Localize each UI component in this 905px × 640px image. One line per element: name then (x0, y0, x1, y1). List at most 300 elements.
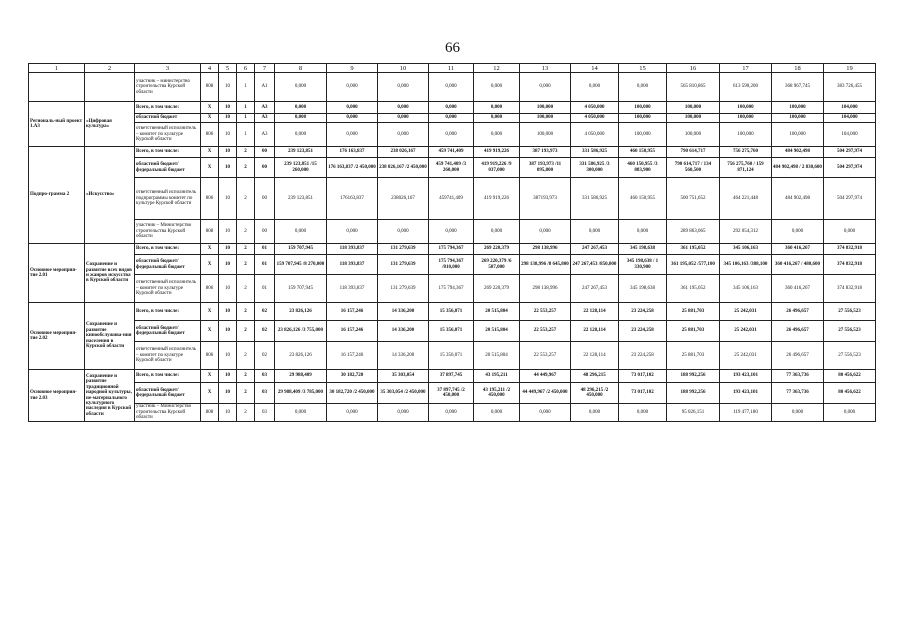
column-header: 16 (667, 64, 720, 73)
amount-cell: 0,000 (772, 220, 824, 244)
program-code-cell (29, 73, 85, 102)
program-code-cell: Основное мероприя-тие 2.01 (29, 244, 85, 303)
amount-cell: 159 707,945 /8 270,000 (275, 255, 327, 275)
amount-cell: 0,000 (619, 73, 667, 102)
amount-cell: 119 477,180 (720, 404, 772, 422)
amount-cell: 484 902,498 (772, 147, 824, 158)
amount-cell: 292 054,312 (720, 220, 772, 244)
amount-cell: 298 138,996 (520, 244, 571, 255)
table-row (29, 220, 876, 244)
code-cell: 2 (237, 147, 255, 158)
amount-cell: 0,000 (571, 73, 619, 102)
amount-cell: 790 614,717 / 134 560,500 (667, 158, 720, 178)
amount-cell: 73 017,102 (619, 370, 667, 383)
funding-source-cell: областной бюджет/ федеральный бюджет (135, 158, 201, 178)
amount-cell: 0,000 (275, 404, 327, 422)
amount-cell: 331 586,925 (571, 178, 619, 220)
table-row (29, 73, 876, 102)
amount-cell: 175 794,367 /810,000 (429, 255, 474, 275)
amount-cell: 460 150,955 (619, 147, 667, 158)
amount-cell: 100,000 (619, 102, 667, 114)
amount-cell: 756 275,760 / 159 871,124 (720, 158, 772, 178)
code-cell: X (201, 244, 219, 255)
amount-cell: 25 242,031 (720, 303, 772, 321)
program-name-cell: Сохранение и развитие кинообслужива-ния населения в Курской области (85, 303, 135, 370)
amount-cell: 565 810,865 (667, 73, 720, 102)
amount-cell: 100,000 (772, 114, 824, 123)
amount-cell: 459 741,409 /3 260,000 (429, 158, 474, 178)
funding-source-cell: Всего, в том числе: (135, 244, 201, 255)
amount-cell: 459741,409 (429, 178, 474, 220)
column-header: 19 (824, 64, 876, 73)
code-cell: 10 (219, 342, 237, 370)
amount-cell: 100,000 (619, 114, 667, 123)
amount-cell: 0,000 (275, 123, 327, 147)
code-cell: 2 (237, 244, 255, 255)
amount-cell: 23 224,258 (619, 303, 667, 321)
funding-source-cell: Всего, в том числе: (135, 102, 201, 114)
column-header: 13 (520, 64, 571, 73)
amount-cell: 0,000 (474, 220, 520, 244)
column-header: 5 (219, 64, 237, 73)
amount-cell: 100,000 (520, 102, 571, 114)
amount-cell: 374 832,918 (824, 244, 876, 255)
column-header: 7 (255, 64, 275, 73)
amount-cell: 4 050,000 (571, 123, 619, 147)
amount-cell: 25 881,703 (667, 342, 720, 370)
code-cell: 10 (219, 321, 237, 342)
amount-cell: 504 297,974 (824, 178, 876, 220)
amount-cell: 0,000 (520, 220, 571, 244)
amount-cell: 484 902,498 (772, 178, 824, 220)
code-cell: А1 (255, 73, 275, 102)
amount-cell: 104,000 (824, 114, 876, 123)
code-cell: 10 (219, 178, 237, 220)
amount-cell: 298 138,996 /8 645,800 (520, 255, 571, 275)
table-body (29, 64, 876, 422)
amount-cell: 73 017,102 (619, 383, 667, 404)
code-cell: 10 (219, 114, 237, 123)
code-cell: 02 (255, 342, 275, 370)
amount-cell: 269 220,379 (474, 275, 520, 303)
amount-cell: 0,000 (619, 404, 667, 422)
code-cell: X (201, 321, 219, 342)
amount-cell: 193 423,101 (720, 370, 772, 383)
code-cell: А3 (255, 123, 275, 147)
amount-cell: 387 193,973 /11 095,800 (520, 158, 571, 178)
code-cell: 808 (201, 220, 219, 244)
amount-cell: 16 157,246 (327, 321, 378, 342)
amount-cell: 0,000 (378, 102, 429, 114)
amount-cell: 0,000 (275, 73, 327, 102)
amount-cell: 419 919,226 (474, 178, 520, 220)
amount-cell: 0,000 (474, 73, 520, 102)
amount-cell: 25 242,031 (720, 342, 772, 370)
amount-cell: 20 515,804 (474, 303, 520, 321)
amount-cell: 188 992,256 (667, 383, 720, 404)
amount-cell: 37 897,745 (429, 370, 474, 383)
amount-cell: 43 195,211 (474, 370, 520, 383)
code-cell: 03 (255, 383, 275, 404)
amount-cell: 360 416,267 / 480,600 (772, 255, 824, 275)
amount-cell: 77 363,736 (772, 370, 824, 383)
code-cell: 10 (219, 220, 237, 244)
code-cell: X (201, 383, 219, 404)
amount-cell: 464 221,448 (720, 178, 772, 220)
amount-cell: 361 195,052 /577,100 (667, 255, 720, 275)
amount-cell: 460 150,955 /3 883,900 (619, 158, 667, 178)
amount-cell: 0,000 (378, 123, 429, 147)
amount-cell: 387 193,973 (520, 147, 571, 158)
code-cell: 02 (255, 321, 275, 342)
amount-cell: 27 556,523 (824, 321, 876, 342)
table-row (29, 178, 876, 220)
funding-source-cell: ответственный исполнитель подпрограммы комитет по культуре Курской области (135, 178, 201, 220)
column-header: 1 (29, 64, 85, 73)
amount-cell: 44 449,967 (520, 370, 571, 383)
funding-source-cell: областной бюджет/ федеральный бюджет (135, 321, 201, 342)
amount-cell: 0,000 (378, 73, 429, 102)
table-row (29, 370, 876, 383)
code-cell: X (201, 255, 219, 275)
amount-cell: 104,000 (824, 102, 876, 114)
column-header: 4 (201, 64, 219, 73)
code-cell: А3 (255, 114, 275, 123)
code-cell: 1 (237, 114, 255, 123)
code-cell: 2 (237, 321, 255, 342)
amount-cell: 0,000 (571, 404, 619, 422)
amount-cell: 331 586,925 /3 300,000 (571, 158, 619, 178)
amount-cell: 15 356,071 (429, 342, 474, 370)
amount-cell: 459 741,409 (429, 147, 474, 158)
amount-cell: 368 967,745 (772, 73, 824, 102)
amount-cell: 0,000 (571, 220, 619, 244)
amount-cell: 26 496,657 (772, 342, 824, 370)
amount-cell: 361 195,052 (667, 244, 720, 255)
amount-cell: 131 279,639 (378, 244, 429, 255)
amount-cell: 0,000 (520, 404, 571, 422)
amount-cell: 29 988,409 (275, 370, 327, 383)
amount-cell: 345 198,638 (619, 275, 667, 303)
code-cell: 00 (255, 158, 275, 178)
amount-cell: 613 590,200 (720, 73, 772, 102)
amount-cell: 100,000 (667, 123, 720, 147)
amount-cell: 239 123,851 /15 260,000 (275, 158, 327, 178)
code-cell: X (201, 303, 219, 321)
funding-source-cell: участник – министерство строительства Курской области (135, 73, 201, 102)
amount-cell: 175 794,367 (429, 275, 474, 303)
code-cell: 10 (219, 383, 237, 404)
amount-cell: 0,000 (327, 102, 378, 114)
amount-cell: 26 496,657 (772, 303, 824, 321)
code-cell: 806 (201, 178, 219, 220)
amount-cell: 269 220,379 (474, 244, 520, 255)
amount-cell: 4 050,000 (571, 114, 619, 123)
amount-cell: 345 106,163 (720, 244, 772, 255)
code-cell: 01 (255, 244, 275, 255)
amount-cell: 790 614,717 (667, 147, 720, 158)
column-header: 10 (378, 64, 429, 73)
amount-cell: 247 267,453 (571, 244, 619, 255)
amount-cell: 0,000 (429, 123, 474, 147)
amount-cell: 100,000 (667, 102, 720, 114)
code-cell: 10 (219, 158, 237, 178)
code-cell: 10 (219, 73, 237, 102)
amount-cell: 159 707,945 (275, 275, 327, 303)
code-cell: 10 (219, 275, 237, 303)
funding-source-cell: ответственный исполнитель – комитет по культуре Курской области (135, 275, 201, 303)
code-cell: X (201, 147, 219, 158)
program-code-cell: Подпро-грамма 2 (29, 147, 85, 244)
code-cell: 806 (201, 123, 219, 147)
code-cell: 00 (255, 178, 275, 220)
code-cell: 00 (255, 220, 275, 244)
amount-cell: 269 220,379 /6 587,000 (474, 255, 520, 275)
amount-cell: 419 919,226 /9 037,000 (474, 158, 520, 178)
amount-cell: 80 456,622 (824, 383, 876, 404)
code-cell: X (201, 102, 219, 114)
amount-cell: 504 297,974 (824, 147, 876, 158)
code-cell: 2 (237, 220, 255, 244)
amount-cell: 20 515,804 (474, 342, 520, 370)
amount-cell: 22 128,114 (571, 303, 619, 321)
amount-cell: 131 279,639 (378, 275, 429, 303)
amount-cell: 20 515,804 (474, 321, 520, 342)
amount-cell: 15 356,071 (429, 321, 474, 342)
amount-cell: 504 297,974 (824, 158, 876, 178)
page-number: 66 (445, 40, 460, 56)
amount-cell: 387193,973 (520, 178, 571, 220)
program-code-cell: Региональ-ный проект 1.А3 (29, 102, 85, 147)
amount-cell: 0,000 (378, 114, 429, 123)
funding-source-cell: ответственный исполнитель – комитет по культуре Курской области (135, 342, 201, 370)
amount-cell: 345 106,163 (720, 275, 772, 303)
column-header: 15 (619, 64, 667, 73)
program-name-cell: Сохранение и развитие всех видов и жанров искусства в Курской области (85, 244, 135, 303)
table-row (29, 147, 876, 158)
column-header: 18 (772, 64, 824, 73)
amount-cell: 25 881,703 (667, 321, 720, 342)
code-cell: 2 (237, 370, 255, 383)
code-cell: X (201, 370, 219, 383)
amount-cell: 0,000 (327, 220, 378, 244)
code-cell: 808 (201, 404, 219, 422)
code-cell: 2 (237, 158, 255, 178)
amount-cell: 0,000 (327, 123, 378, 147)
funding-source-cell: ответственный исполнитель – комитет по культуре Курской области (135, 123, 201, 147)
code-cell: 01 (255, 275, 275, 303)
code-cell: 03 (255, 404, 275, 422)
amount-cell: 118 393,837 (327, 255, 378, 275)
amount-cell: 22 553,257 (520, 303, 571, 321)
amount-cell: 238026,167 (378, 178, 429, 220)
amount-cell: 77 363,736 (772, 383, 824, 404)
amount-cell: 0,000 (824, 404, 876, 422)
amount-cell: 374 832,918 (824, 255, 876, 275)
code-cell: X (201, 114, 219, 123)
amount-cell: 0,000 (474, 123, 520, 147)
amount-cell: 383 726,455 (824, 73, 876, 102)
program-name-cell: «Искусство» (85, 147, 135, 244)
amount-cell: 23 826,126 /3 755,000 (275, 321, 327, 342)
funding-source-cell: Всего, в том числе: (135, 370, 201, 383)
amount-cell: 118 393,837 (327, 275, 378, 303)
amount-cell: 298 138,996 (520, 275, 571, 303)
budget-table (28, 63, 876, 422)
amount-cell: 44 449,967 /2 450,000 (520, 383, 571, 404)
table-row (29, 158, 876, 178)
amount-cell: 0,000 (275, 114, 327, 123)
amount-cell: 175 794,367 (429, 244, 474, 255)
code-cell: 2 (237, 303, 255, 321)
amount-cell: 360 416,267 (772, 275, 824, 303)
amount-cell: 43 195,211 /2 450,000 (474, 383, 520, 404)
code-cell: 02 (255, 303, 275, 321)
amount-cell: 239 123,851 (275, 178, 327, 220)
funding-source-cell: участник – Министерство строительства Курской области (135, 404, 201, 422)
amount-cell: 159 707,945 (275, 244, 327, 255)
amount-cell: 0,000 (474, 102, 520, 114)
amount-cell: 176 163,837 (327, 147, 378, 158)
amount-cell: 0,000 (520, 73, 571, 102)
code-cell: 10 (219, 244, 237, 255)
amount-cell: 29 988,409 /3 785,000 (275, 383, 327, 404)
amount-cell: 22 553,257 (520, 321, 571, 342)
amount-cell: 22 553,257 (520, 342, 571, 370)
amount-cell: 30 182,720 /2 450,000 (327, 383, 378, 404)
column-header: 6 (237, 64, 255, 73)
table-row (29, 102, 876, 114)
code-cell: 00 (255, 147, 275, 158)
amount-cell: 100,000 (520, 123, 571, 147)
column-header: 9 (327, 64, 378, 73)
code-cell: А3 (255, 102, 275, 114)
amount-cell: 22 128,114 (571, 321, 619, 342)
code-cell: 10 (219, 102, 237, 114)
column-header: 8 (275, 64, 327, 73)
amount-cell: 374 832,918 (824, 275, 876, 303)
amount-cell: 26 496,657 (772, 321, 824, 342)
code-cell: 2 (237, 275, 255, 303)
amount-cell: 35 303,054 /2 450,000 (378, 383, 429, 404)
code-cell: 806 (201, 275, 219, 303)
amount-cell: 0,000 (429, 102, 474, 114)
amount-cell: 30 182,720 (327, 370, 378, 383)
amount-cell: 100,000 (772, 123, 824, 147)
amount-cell: 0,000 (327, 73, 378, 102)
code-cell: 01 (255, 255, 275, 275)
amount-cell: 23 224,258 (619, 321, 667, 342)
table-row (29, 244, 876, 255)
code-cell: 2 (237, 178, 255, 220)
code-cell: 1 (237, 123, 255, 147)
amount-cell: 100,000 (720, 123, 772, 147)
column-header: 12 (474, 64, 520, 73)
table-row (29, 342, 876, 370)
amount-cell: 0,000 (327, 404, 378, 422)
amount-cell: 100,000 (720, 102, 772, 114)
amount-cell: 100,000 (667, 114, 720, 123)
amount-cell: 0,000 (275, 102, 327, 114)
amount-cell: 360 416,267 (772, 244, 824, 255)
amount-cell: 95 026,151 (667, 404, 720, 422)
amount-cell: 37 897,745 /2 450,000 (429, 383, 474, 404)
column-number-row (29, 64, 876, 73)
amount-cell: 247 267,453 (571, 275, 619, 303)
table-row (29, 404, 876, 422)
amount-cell: 15 356,071 (429, 303, 474, 321)
column-header: 2 (85, 64, 135, 73)
amount-cell: 0,000 (275, 220, 327, 244)
table-row (29, 383, 876, 404)
amount-cell: 176163,837 (327, 178, 378, 220)
code-cell: 10 (219, 123, 237, 147)
column-header: 11 (429, 64, 474, 73)
column-header: 17 (720, 64, 772, 73)
code-cell: 10 (219, 303, 237, 321)
funding-source-cell: Всего, в том числе: (135, 303, 201, 321)
funding-source-cell: областной бюджет/ федеральный бюджет (135, 383, 201, 404)
table-row (29, 321, 876, 342)
amount-cell: 193 423,101 (720, 383, 772, 404)
amount-cell: 176 163,837 /2 450,000 (327, 158, 378, 178)
amount-cell: 104,000 (824, 123, 876, 147)
amount-cell: 14 336,200 (378, 342, 429, 370)
code-cell: 10 (219, 147, 237, 158)
amount-cell: 16 157,246 (327, 342, 378, 370)
amount-cell: 35 303,054 (378, 370, 429, 383)
amount-cell: 0,000 (824, 220, 876, 244)
amount-cell: 16 157,246 (327, 303, 378, 321)
funding-source-cell: областной бюджет (135, 114, 201, 123)
amount-cell: 0,000 (378, 404, 429, 422)
amount-cell: 23 826,126 (275, 303, 327, 321)
amount-cell: 14 336,200 (378, 321, 429, 342)
amount-cell: 500 751,652 (667, 178, 720, 220)
column-header: 14 (571, 64, 619, 73)
code-cell: 806 (201, 342, 219, 370)
amount-cell: 345 106,163 /388,100 (720, 255, 772, 275)
amount-cell: 22 128,114 (571, 342, 619, 370)
amount-cell: 331 586,925 (571, 147, 619, 158)
code-cell: 808 (201, 73, 219, 102)
amount-cell: 756 275,760 (720, 147, 772, 158)
amount-cell: 48 296,215 /2 450,000 (571, 383, 619, 404)
amount-cell: 0,000 (327, 114, 378, 123)
code-cell: X (201, 158, 219, 178)
table-row (29, 275, 876, 303)
code-cell: 2 (237, 342, 255, 370)
amount-cell: 0,000 (429, 404, 474, 422)
code-cell: 2 (237, 255, 255, 275)
amount-cell: 23 826,126 (275, 342, 327, 370)
amount-cell: 188 992,256 (667, 370, 720, 383)
amount-cell: 118 393,837 (327, 244, 378, 255)
amount-cell: 345 198,638 / 1 330,900 (619, 255, 667, 275)
amount-cell: 48 296,215 (571, 370, 619, 383)
amount-cell: 239 123,851 (275, 147, 327, 158)
table-row (29, 123, 876, 147)
amount-cell: 100,000 (772, 102, 824, 114)
amount-cell: 100,000 (619, 123, 667, 147)
amount-cell: 27 556,523 (824, 342, 876, 370)
amount-cell: 484 902,498 / 2 830,600 (772, 158, 824, 178)
amount-cell: 460 150,955 (619, 178, 667, 220)
amount-cell: 289 863,065 (667, 220, 720, 244)
amount-cell: 100,000 (720, 114, 772, 123)
funding-source-cell: Всего, в том числе: (135, 147, 201, 158)
column-header: 3 (135, 64, 201, 73)
